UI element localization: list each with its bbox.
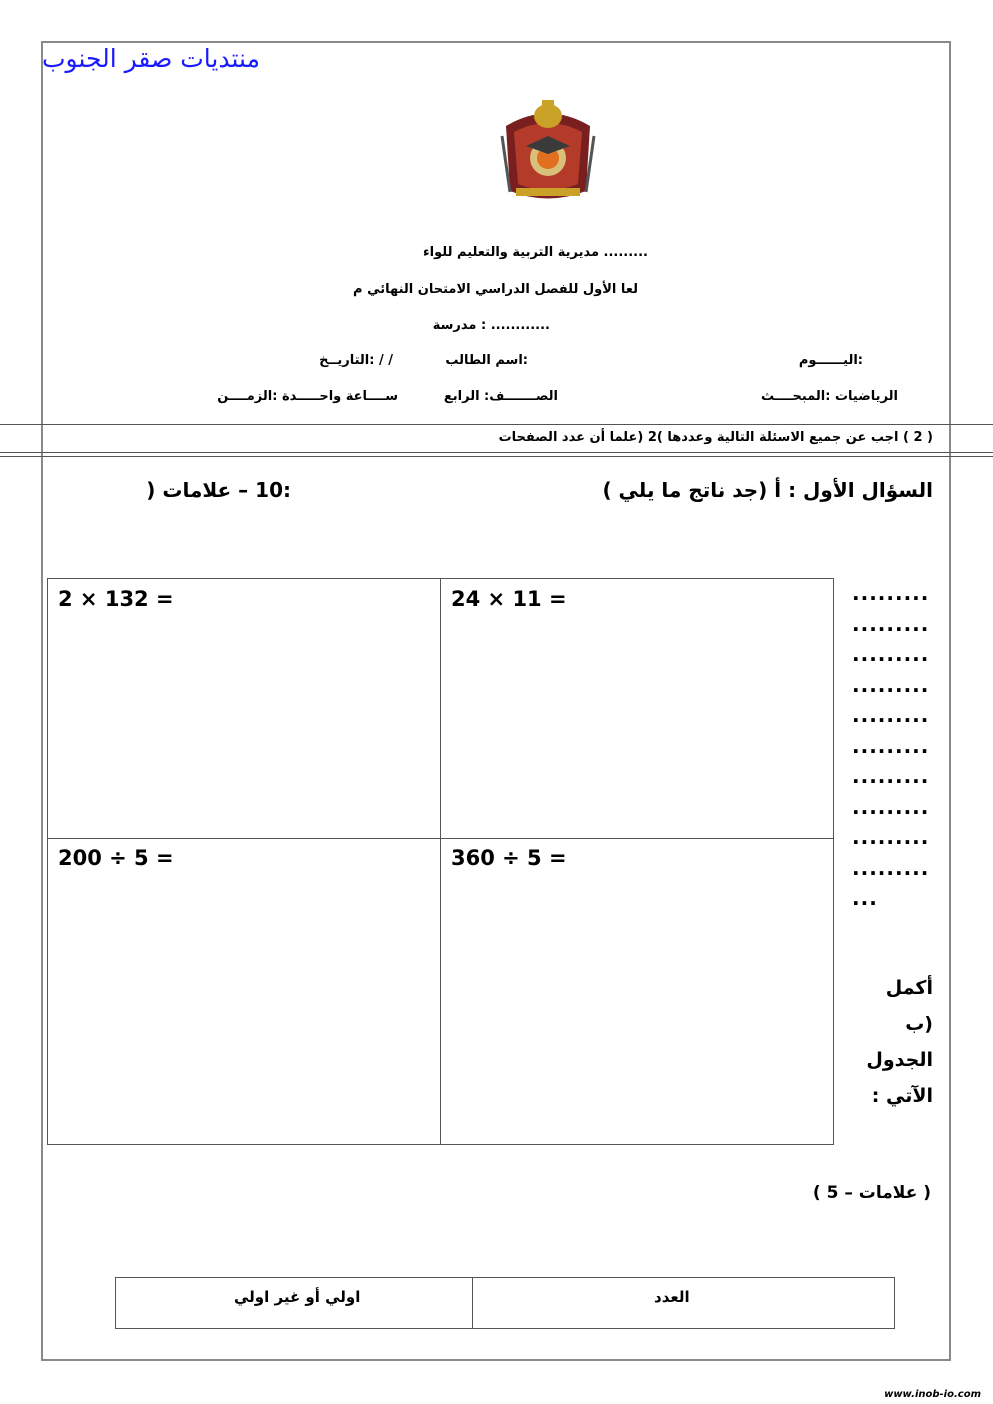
problem-top-left: 2 × 132 = xyxy=(58,587,174,611)
royal-emblem-icon xyxy=(496,96,600,206)
divider-top xyxy=(0,424,993,425)
dots-line: ......... xyxy=(852,764,930,788)
dots-line: ......... xyxy=(852,642,930,666)
table-column-separator xyxy=(472,1278,473,1328)
forum-watermark: منتديات صقر الجنوب xyxy=(42,44,260,73)
date-label: / / :التاريــخ xyxy=(319,353,393,368)
exam-title: لعا الأول للفصل الدراسي الامتحان النهائي م xyxy=(353,282,638,297)
instructions-line: ( 2 ) اجب عن جميع الاسئلة التالية وعددها )2 (علما أن عدد الصفحات xyxy=(498,430,933,445)
dots-line: ......... xyxy=(852,581,930,605)
problem-bottom-right: 360 ÷ 5 = xyxy=(451,846,567,870)
prime-table xyxy=(115,1277,895,1329)
dots-line: ......... xyxy=(852,855,930,880)
question1-marks: :10 – علامات ( xyxy=(146,478,291,502)
time-label: ســــاعة واحـــــدة :الزمــــن xyxy=(217,389,398,404)
dots-line: ......... xyxy=(852,611,930,636)
school-line: ............ : مدرسة xyxy=(432,318,550,333)
divider-bottom xyxy=(0,452,993,453)
dots-line: ......... xyxy=(852,825,930,849)
table-header-prime: اولي أو غير اولي xyxy=(234,1288,361,1306)
dots-line: ......... xyxy=(852,703,930,727)
question1-title: السؤال الأول : أ (جد ناتج ما يلي ) xyxy=(602,478,933,502)
answer-grid xyxy=(47,578,834,1145)
problem-bottom-left: 200 ÷ 5 = xyxy=(58,846,174,870)
divider-bottom-2 xyxy=(0,456,993,457)
dots-line: ......... xyxy=(852,733,930,758)
part-b-marks: ( علامات – 5 ) xyxy=(812,1183,931,1203)
subject-label: الرياضيات :المبحــــث xyxy=(761,389,898,404)
class-label: الصـــــــف: الرابع xyxy=(443,389,558,404)
problem-top-right: 24 × 11 = xyxy=(451,587,567,611)
dots-line: ......... xyxy=(852,672,930,697)
student-name-label: :اسم الطالب xyxy=(445,353,528,368)
directorate-line: ......... مديرية التربية والتعليم للواء xyxy=(423,245,648,260)
dots-line: ... xyxy=(852,886,878,910)
part-b-instruction: أكمل (ب الجدول الآتي : xyxy=(866,977,933,1107)
day-label: :اليــــــوم xyxy=(798,353,863,368)
table-header-number: العدد xyxy=(654,1288,690,1306)
answer-dots xyxy=(852,578,942,914)
grid-horizontal-line xyxy=(48,838,833,839)
dots-line: ......... xyxy=(852,794,930,819)
grid-vertical-line xyxy=(440,579,441,1144)
footer-url: www.inob-io.com xyxy=(884,1389,981,1400)
